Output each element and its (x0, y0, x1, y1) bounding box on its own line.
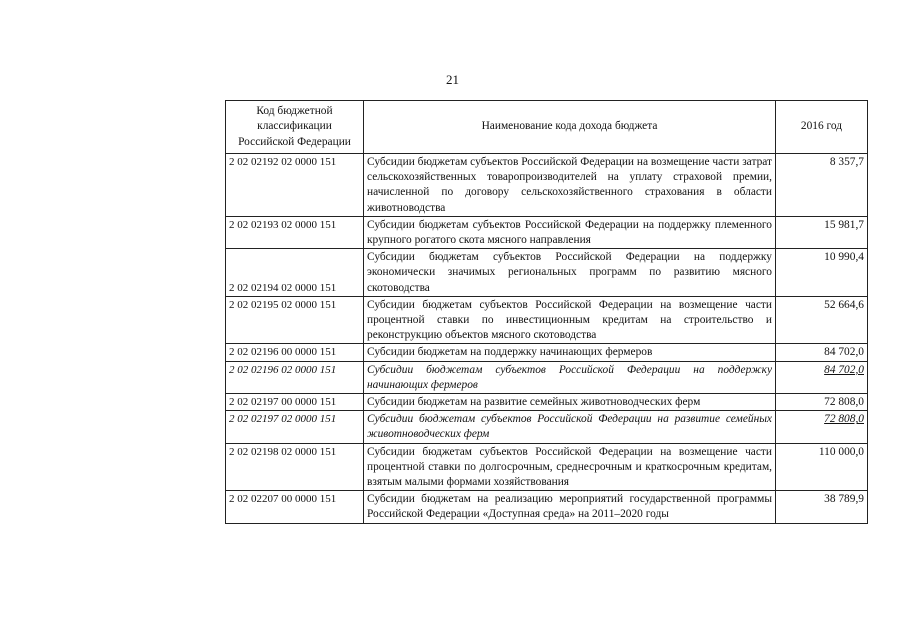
amount-value: 52 664,6 (824, 298, 864, 311)
budget-code-cell: 2 02 02195 02 0000 151 (226, 296, 364, 344)
header-year-2016: 2016 год (776, 101, 868, 154)
revenue-name-cell: Субсидии бюджетам субъектов Российской Федерации на возмещение части затрат сельскохозяйственных товаропроизводителей на уплату страховой премии, начисленной по договору сельскохозяйственного страхования в области животноводства (364, 154, 776, 217)
amount-cell (776, 344, 868, 361)
amount-cell (776, 154, 868, 217)
revenue-name-cell: Субсидии бюджетам на реализацию мероприятий государственной программы Российской Федерации «Доступная среда» на 2011–2020 годы (364, 491, 776, 523)
amount-value: 84 702,0 (824, 346, 864, 359)
budget-code-cell: 2 02 02192 02 0000 151 (226, 154, 364, 217)
revenue-name-cell: Субсидии бюджетам субъектов Российской Федерации на поддержку начинающих фермеров (364, 361, 776, 393)
revenue-name-cell: Субсидии бюджетам на поддержку начинающих фермеров (364, 344, 776, 361)
budget-code-cell: 2 02 02197 00 0000 151 (226, 394, 364, 411)
table-row (226, 443, 868, 491)
budget-code-cell: 2 02 02196 00 0000 151 (226, 344, 364, 361)
amount-value: 8 357,7 (829, 156, 864, 168)
amount-cell (776, 296, 868, 344)
budget-code-cell: 2 02 02198 02 0000 151 (226, 443, 364, 491)
budget-code-cell: 2 02 02207 00 0000 151 (226, 491, 364, 523)
amount-cell (776, 216, 868, 248)
header-revenue-name: Наименование кода дохода бюджета (364, 101, 776, 154)
amount-cell (776, 249, 868, 297)
amount-cell (776, 361, 868, 393)
revenue-name-cell: Субсидии бюджетам субъектов Российской Федерации на поддержку экономически значимых региональных программ по развитию мясного скотоводства (364, 249, 776, 297)
table-row (226, 491, 868, 523)
amount-value: 38 789,9 (824, 493, 864, 506)
table-row (226, 249, 868, 297)
revenue-name-cell: Субсидии бюджетам субъектов Российской Федерации на поддержку племенного крупного рогатого скота мясного направления (364, 216, 776, 248)
revenue-name-cell: Субсидии бюджетам субъектов Российской Федерации на возмещение части процентной ставки по инвестиционным кредитам на строительство и реконструкцию объектов мясного скотоводства (364, 296, 776, 344)
budget-revenue-table (225, 100, 868, 524)
revenue-name-cell: Субсидии бюджетам на развитие семейных животноводческих ферм (364, 394, 776, 411)
amount-cell (776, 411, 868, 443)
table-row (226, 394, 868, 411)
revenue-name-cell: Субсидии бюджетам субъектов Российской Федерации на возмещение части процентной ставки по долгосрочным, среднесрочным и краткосрочным кредитам, взятым малыми формами хозяйствования (364, 443, 776, 491)
table-row (226, 344, 868, 361)
budget-code-cell: 2 02 02194 02 0000 151 (226, 249, 364, 297)
amount-value: 110 000,0 (818, 445, 864, 458)
header-budget-code: Код бюджетной классификации Российской Федерации (226, 101, 364, 154)
amount-value: 84 702,0 (824, 363, 864, 376)
budget-code-cell: 2 02 02196 02 0000 151 (226, 361, 364, 393)
table-row (226, 154, 868, 217)
amount-cell (776, 394, 868, 411)
table-header-row (226, 101, 868, 154)
budget-code-cell: 2 02 02193 02 0000 151 (226, 216, 364, 248)
budget-code-cell: 2 02 02197 02 0000 151 (226, 411, 364, 443)
table-row (226, 361, 868, 393)
amount-value: 10 990,4 (824, 251, 864, 264)
revenue-name-cell: Субсидии бюджетам субъектов Российской Федерации на развитие семейных животноводческих ферм (364, 411, 776, 443)
table-row (226, 296, 868, 344)
table-row (226, 216, 868, 248)
page-number: 21 (446, 72, 459, 87)
amount-value: 72 808,0 (824, 396, 864, 409)
amount-value: 15 981,7 (824, 218, 864, 231)
amount-cell (776, 491, 868, 523)
amount-value: 72 808,0 (824, 413, 864, 426)
table-row (226, 411, 868, 443)
amount-cell (776, 443, 868, 491)
